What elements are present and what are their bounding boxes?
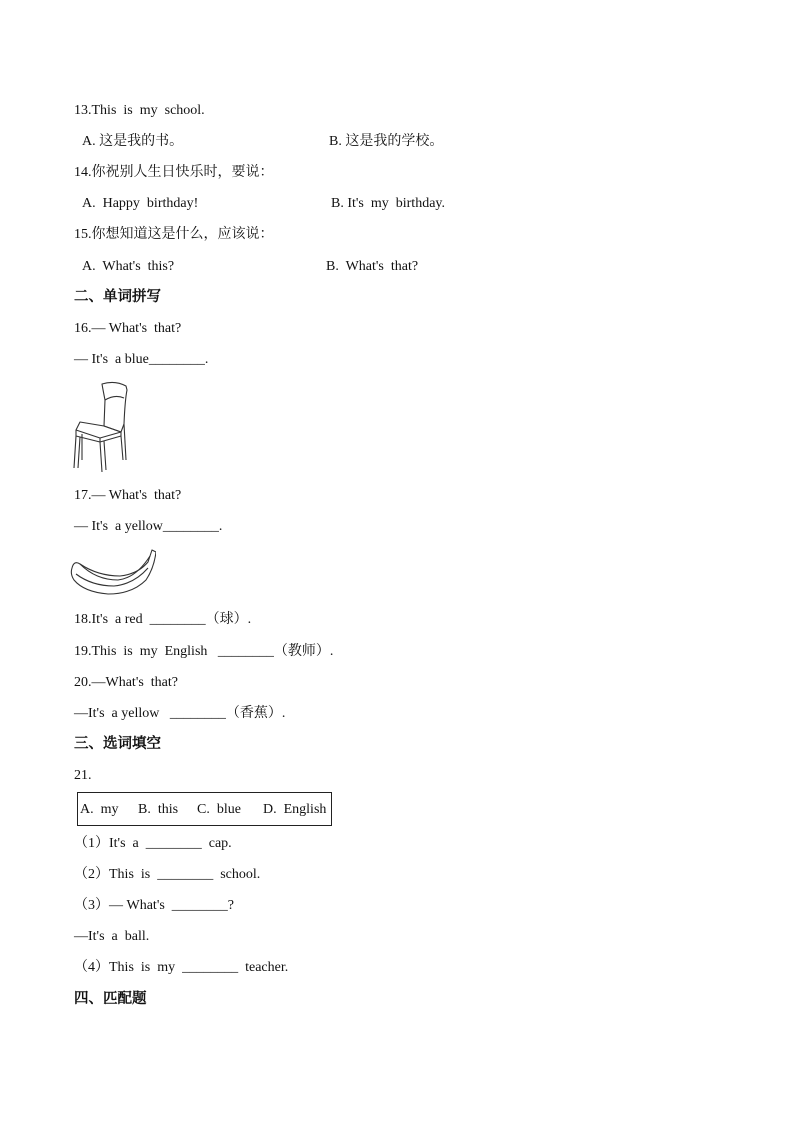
chair-illustration: [70, 380, 132, 474]
q20-question: 20.—What's that?: [74, 675, 178, 690]
q16-question: 16.— What's that?: [74, 321, 182, 336]
q14-option-b[interactable]: B. It's my birthday.: [331, 196, 445, 211]
banana-illustration: [68, 546, 156, 598]
q21-sentence-2: （2）This is ________ school.: [74, 867, 261, 882]
word-bank-box: [77, 792, 332, 826]
section-3-title: 三、选词填空: [74, 736, 161, 752]
q13-option-a[interactable]: A. 这是我的书。: [82, 134, 184, 149]
q19-text: 19.This is my English ________（教师）.: [74, 644, 334, 659]
q21-sentence-3: （3）— What's ________?: [74, 898, 235, 913]
q15-stem: 15.你想知道这是什么，应该说：: [74, 227, 274, 242]
q15-option-b[interactable]: B. What's that?: [326, 259, 419, 274]
q21-number: 21.: [74, 768, 92, 783]
word-bank-option-d: D. English: [263, 802, 327, 817]
q14-stem: 14.你祝别人生日快乐时，要说：: [74, 165, 274, 180]
word-bank-option-c: C. blue: [197, 802, 241, 817]
q13-option-b[interactable]: B. 这是我的学校。: [329, 134, 444, 149]
q20-answer-line: —It's a yellow ________（香蕉）.: [74, 706, 286, 721]
q17-question: 17.— What's that?: [74, 488, 182, 503]
word-bank-option-a: A. my: [80, 802, 119, 817]
q21-sentence-3-answer: —It's a ball.: [74, 929, 150, 944]
q17-answer-line: — It's a yellow________.: [74, 519, 223, 534]
q21-sentence-4: （4）This is my ________ teacher.: [74, 960, 289, 975]
word-bank-option-b: B. this: [138, 802, 179, 817]
q18-text: 18.It's a red ________（球）.: [74, 612, 252, 627]
q15-option-a[interactable]: A. What's this?: [82, 259, 175, 274]
section-4-title: 四、匹配题: [74, 991, 147, 1007]
q21-sentence-1: （1）It's a ________ cap.: [74, 836, 232, 851]
section-2-title: 二、单词拼写: [74, 289, 161, 305]
q14-option-a[interactable]: A. Happy birthday!: [82, 196, 199, 211]
q13-stem: 13.This is my school.: [74, 103, 205, 118]
q16-answer-line: — It's a blue________.: [74, 352, 209, 367]
